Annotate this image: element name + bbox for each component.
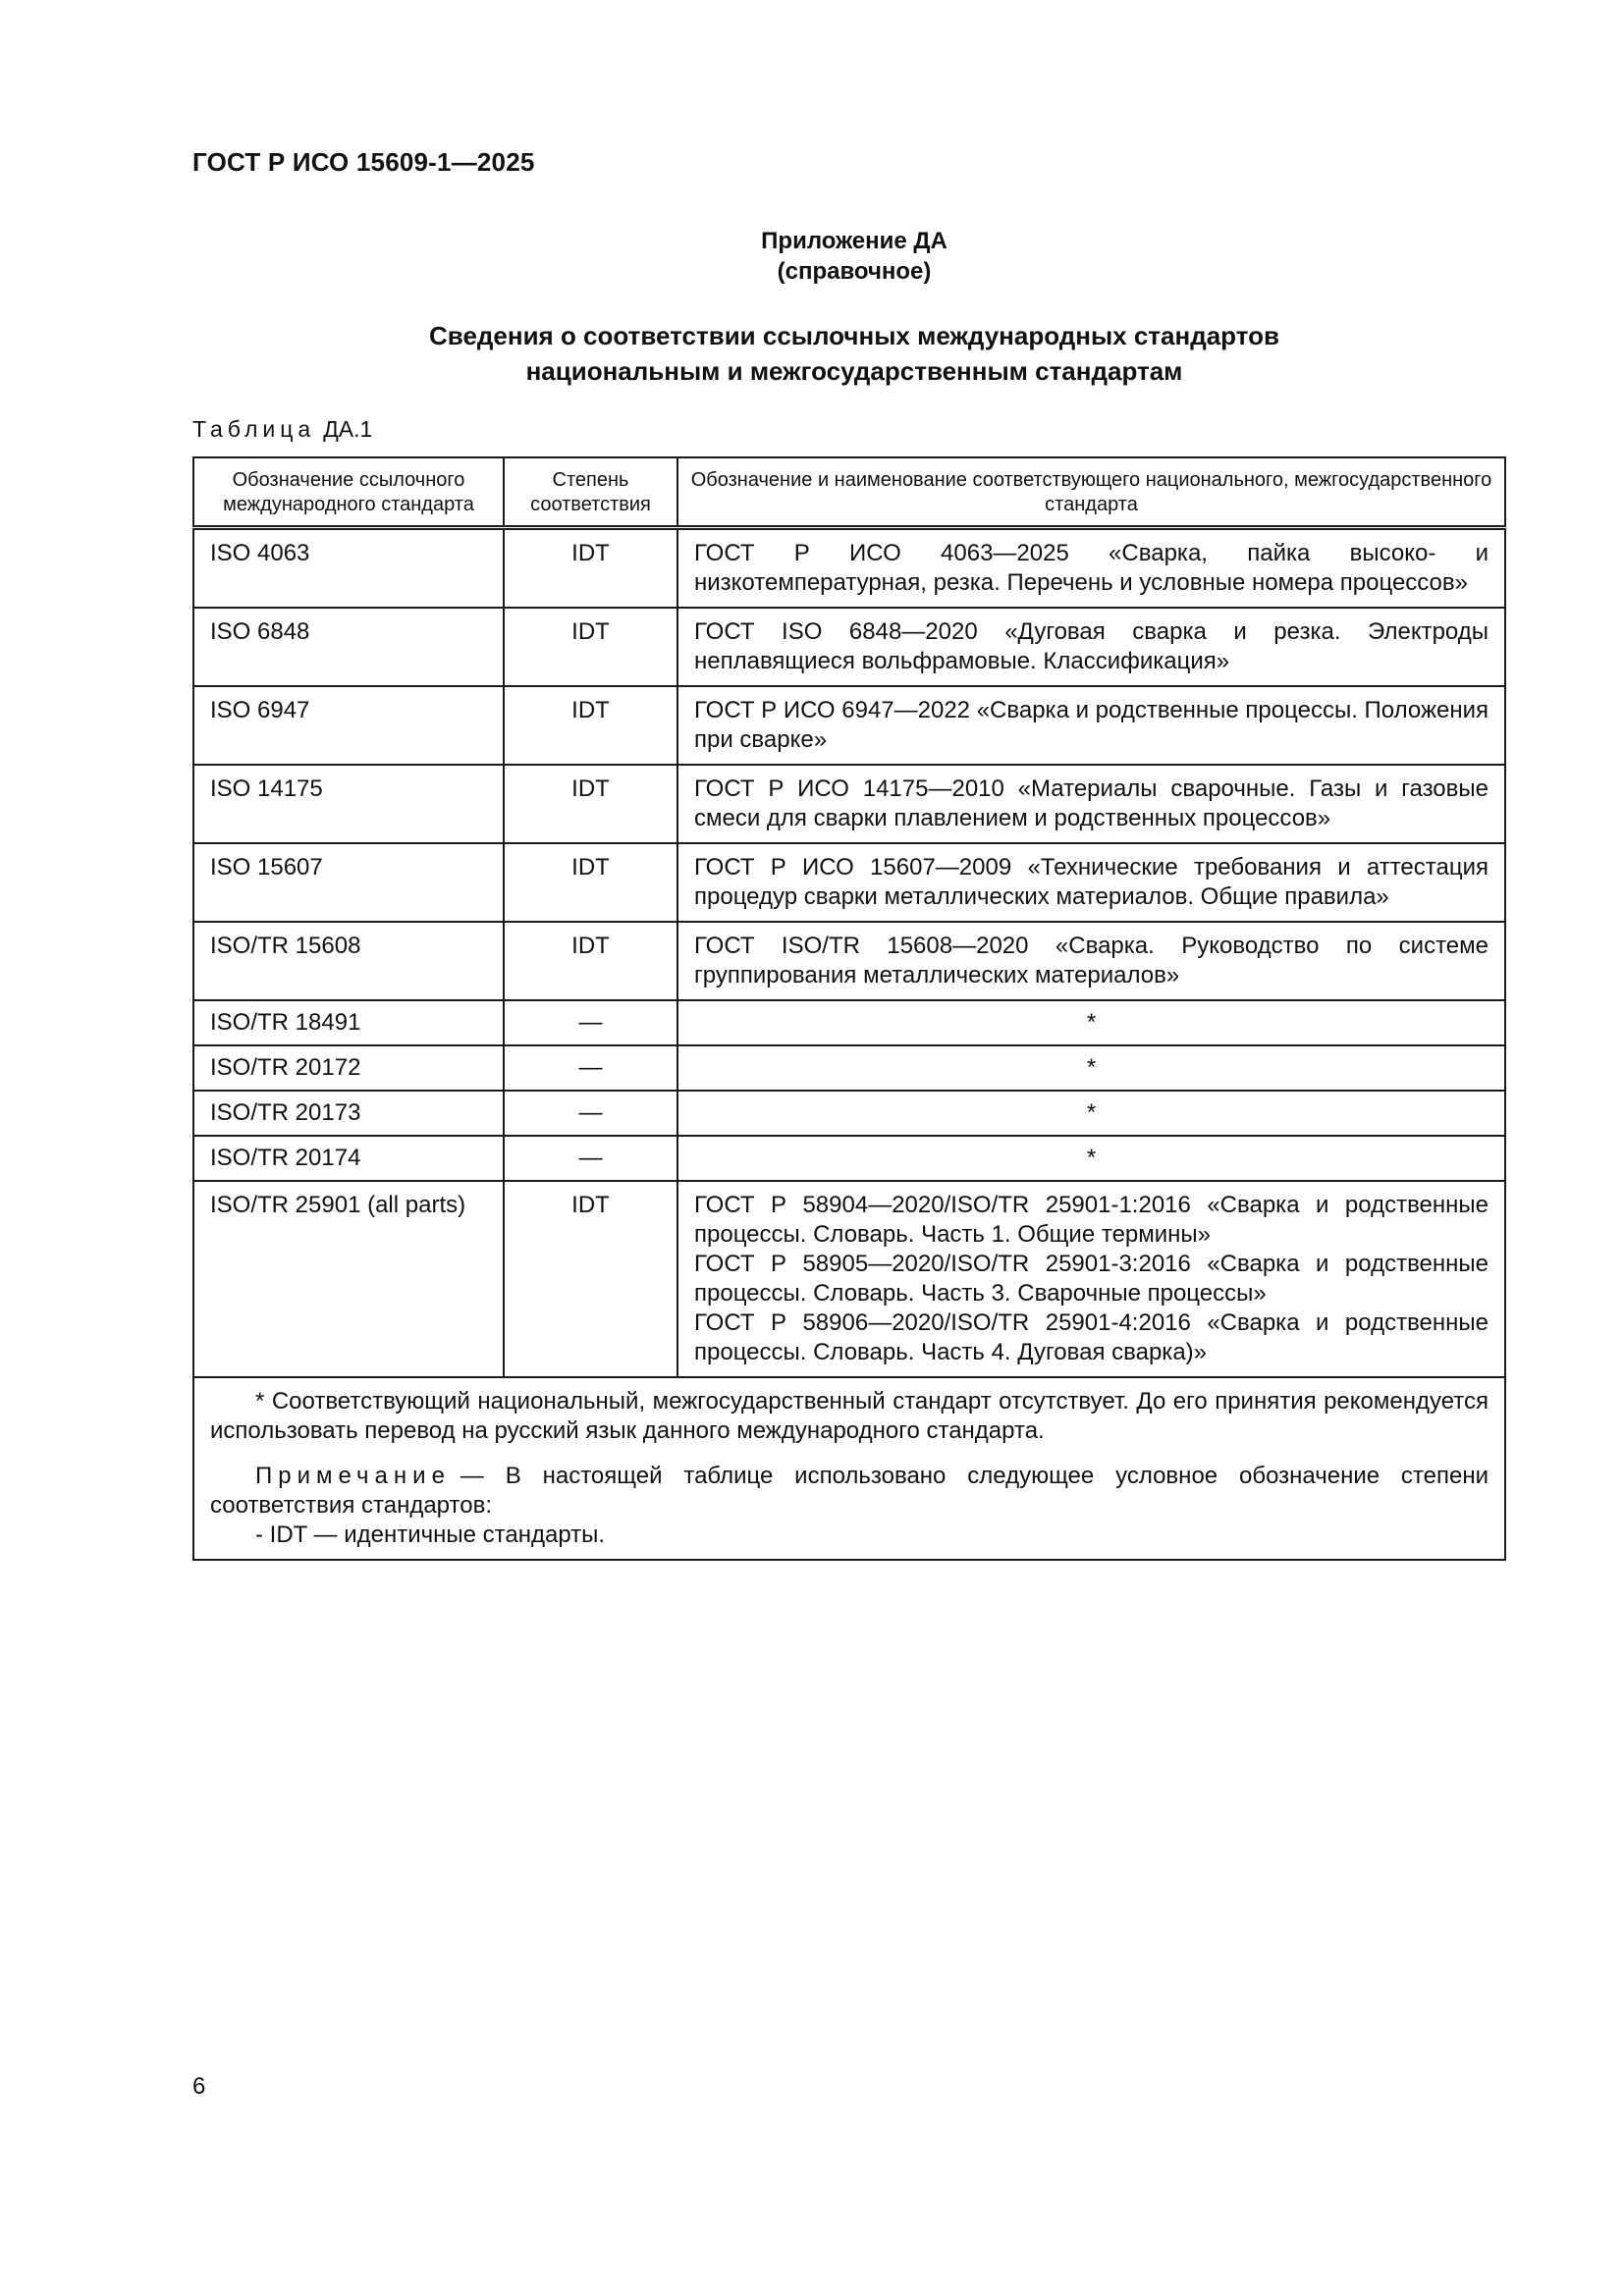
table-row	[193, 1000, 1505, 1045]
cell-name: *	[677, 1136, 1505, 1181]
title-line-1: Сведения о соответствии ссылочных международных стандартов	[429, 321, 1279, 350]
note-item: - IDT — идентичные стандарты.	[255, 1522, 606, 1548]
column-header-degree: Степень соответствия	[504, 457, 677, 528]
cell-name-part: ГОСТ Р 58904—2020/ISO/TR 25901-1:2016 «Сварка и родственные процессы. Словарь. Часть 1. Общие термины»	[694, 1192, 1489, 1248]
cell-degree: —	[504, 1000, 677, 1045]
cell-degree: IDT	[504, 922, 677, 1000]
table-footer	[193, 1377, 1505, 1560]
table-header-row	[193, 457, 1505, 528]
table-footer-row	[193, 1377, 1505, 1560]
cell-name: ГОСТ Р ИСО 4063—2025 «Сварка, пайка высоко- и низкотемпературная, резка. Перечень и условные номера процессов»	[677, 528, 1505, 609]
cell-name: ГОСТ ISO 6848—2020 «Дуговая сварка и резка. Электроды неплавящиеся вольфрамовые. Классификация»	[677, 608, 1505, 686]
cell-code: ISO/TR 18491	[193, 1000, 504, 1045]
cell-degree: IDT	[504, 528, 677, 609]
note-label: Примечание	[255, 1463, 451, 1489]
note	[210, 1462, 1489, 1521]
note-text: — В настоящей таблице использовано следующее условное обозначение степени соответствия стандартов:	[210, 1463, 1489, 1519]
cell-degree: IDT	[504, 608, 677, 686]
table-caption	[192, 416, 372, 443]
cell-code: ISO 14175	[193, 765, 504, 843]
cell-name: ГОСТ Р ИСО 6947—2022 «Сварка и родственные процессы. Положения при сварке»	[677, 686, 1505, 765]
document-code: ГОСТ Р ИСО 15609-1—2025	[192, 147, 535, 177]
cell-name: ГОСТ Р ИСО 15607—2009 «Технические требования и аттестация процедур сварки металлических материалов. Общие правила»	[677, 843, 1505, 922]
cell-name: *	[677, 1045, 1505, 1091]
cell-degree: IDT	[504, 765, 677, 843]
table-caption-word: Таблица	[192, 416, 316, 442]
column-header-name: Обозначение и наименование соответствующего национального, межгосударственного стандарта	[677, 457, 1505, 528]
cell-code: ISO 6848	[193, 608, 504, 686]
table-caption-id: ДА.1	[323, 416, 373, 442]
column-header-code: Обозначение ссылочного международного стандарта	[193, 457, 504, 528]
table-row	[193, 1091, 1505, 1136]
cell-code: ISO/TR 15608	[193, 922, 504, 1000]
footnote: * Соответствующий национальный, межгосударственный стандарт отсутствует. До его принятия рекомендуется использовать перевод на русский язык данного международного стандарта.	[210, 1388, 1489, 1444]
cell-degree: —	[504, 1091, 677, 1136]
table-row	[193, 528, 1505, 609]
cell-code: ISO 4063	[193, 528, 504, 609]
table-row	[193, 843, 1505, 922]
table-row	[193, 1181, 1505, 1377]
table-row	[193, 1136, 1505, 1181]
cell-code: ISO/TR 25901 (all parts)	[193, 1181, 504, 1377]
cell-degree: IDT	[504, 686, 677, 765]
standards-table	[192, 456, 1506, 1561]
cell-name-part: ГОСТ Р 58905—2020/ISO/TR 25901-3:2016 «Сварка и родственные процессы. Словарь. Часть 3. Сварочные процессы»	[694, 1251, 1489, 1307]
appendix-heading	[0, 226, 1624, 287]
cell-name-part: ГОСТ Р 58906—2020/ISO/TR 25901-4:2016 «Сварка и родственные процессы. Словарь. Часть 4. Дуговая сварка)»	[694, 1309, 1489, 1365]
appendix-label: Приложение ДА	[761, 228, 947, 254]
cell-name: ГОСТ Р ИСО 14175—2010 «Материалы сварочные. Газы и газовые смеси для сварки плавлением и родственных процессов»	[677, 765, 1505, 843]
table-row	[193, 1045, 1505, 1091]
cell-code: ISO/TR 20173	[193, 1091, 504, 1136]
cell-degree: IDT	[504, 1181, 677, 1377]
cell-degree: —	[504, 1045, 677, 1091]
cell-degree: —	[504, 1136, 677, 1181]
cell-degree: IDT	[504, 843, 677, 922]
table-row	[193, 765, 1505, 843]
cell-code: ISO 6947	[193, 686, 504, 765]
title-line-2: национальным и межгосударственным стандартам	[525, 356, 1183, 386]
table-row	[193, 608, 1505, 686]
appendix-type: (справочное)	[777, 258, 932, 285]
cell-name: *	[677, 1000, 1505, 1045]
cell-name-multi	[677, 1181, 1505, 1377]
cell-code: ISO/TR 20172	[193, 1045, 504, 1091]
cell-name: ГОСТ ISO/TR 15608—2020 «Сварка. Руководство по системе группирования металлических материалов»	[677, 922, 1505, 1000]
cell-code: ISO/TR 20174	[193, 1136, 504, 1181]
appendix-title	[0, 318, 1624, 389]
page-number: 6	[192, 2073, 206, 2100]
table-row	[193, 686, 1505, 765]
table-row	[193, 922, 1505, 1000]
cell-code: ISO 15607	[193, 843, 504, 922]
cell-name: *	[677, 1091, 1505, 1136]
